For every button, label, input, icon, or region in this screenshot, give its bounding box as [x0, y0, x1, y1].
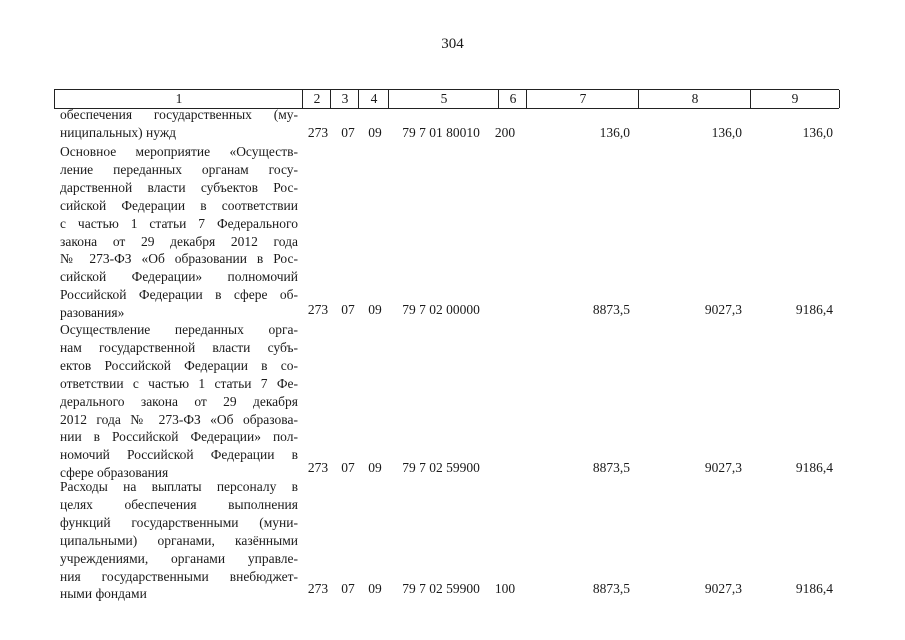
description-line: сийской Федерации в соответствии: [60, 197, 298, 213]
cell-amount-2020: 9027,3: [704, 302, 742, 317]
cell-amount-2019: 8873,5: [592, 581, 630, 596]
cell-subsection: 09: [368, 125, 382, 140]
row-description: [60, 478, 298, 603]
description-line: нам государственной власти субъ-: [60, 339, 298, 355]
description-line: № 273-ФЗ «Об образовании в Рос-: [60, 251, 298, 267]
cell-amount-2020: 9027,3: [704, 460, 742, 475]
description-line: разования»: [60, 305, 125, 321]
cell-ministry: 273: [307, 581, 329, 596]
description-line: сийской Федерации» полномочий: [60, 269, 298, 285]
row-description: [60, 143, 298, 322]
row-description: [60, 106, 298, 142]
description-line: ектов Российской Федерации в со-: [60, 357, 298, 373]
cell-amount-2021: 136,0: [802, 125, 833, 140]
cell-section: 07: [341, 302, 355, 317]
description-line: ния государственными внебюджет-: [60, 568, 298, 584]
cell-target: 79 7 02 00000: [402, 302, 480, 317]
description-line: обеспечения государственных (му-: [60, 107, 298, 122]
cell-target: 79 7 02 59900: [402, 581, 480, 596]
header-col-4: 4: [358, 90, 389, 108]
cell-section: 07: [341, 581, 355, 596]
cell-amount-2020: 136,0: [711, 125, 742, 140]
description-line: ление переданных органам госу-: [60, 161, 298, 177]
description-line: функций государственными (муни-: [60, 514, 298, 530]
header-col-1: 1: [54, 90, 303, 108]
cell-amount-2020: 9027,3: [704, 581, 742, 596]
header-col-7: 7: [526, 90, 639, 108]
page-number: 304: [441, 36, 464, 52]
description-line: номочий Российской Федерации в: [60, 447, 298, 463]
cell-ministry: 273: [307, 302, 329, 317]
description-line: 2012 года № 273-ФЗ «Об образова-: [60, 411, 298, 427]
description-line: Расходы на выплаты персоналу в: [60, 479, 298, 494]
cell-section: 07: [341, 460, 355, 475]
cell-amount-2021: 9186,4: [795, 460, 833, 475]
description-line: Основное мероприятие «Осуществ-: [60, 144, 298, 159]
cell-amount-2019: 8873,5: [592, 302, 630, 317]
cell-target: 79 7 01 80010: [402, 125, 480, 140]
description-line: закона от 29 декабря 2012 года: [60, 233, 298, 249]
cell-ministry: 273: [307, 125, 329, 140]
header-col-9: 9: [750, 90, 840, 108]
cell-subsection: 09: [368, 302, 382, 317]
cell-amount-2021: 9186,4: [795, 581, 833, 596]
description-line: дерального закона от 29 декабря: [60, 393, 298, 409]
header-col-2: 2: [302, 90, 331, 108]
description-line: ответствии с частью 1 статьи 7 Фе-: [60, 375, 298, 391]
description-line: целях обеспечения выполнения: [60, 496, 298, 512]
cell-ministry: 273: [307, 460, 329, 475]
description-line: с частью 1 статьи 7 Федерального: [60, 215, 298, 231]
cell-amount-2021: 9186,4: [795, 302, 833, 317]
description-line: Осуществление переданных орга-: [60, 322, 298, 337]
row-description: [60, 321, 298, 482]
header-col-8: 8: [638, 90, 751, 108]
description-line: сфере образования: [60, 465, 169, 481]
cell-type: 200: [494, 125, 516, 140]
cell-amount-2019: 8873,5: [592, 460, 630, 475]
header-col-6: 6: [498, 90, 527, 108]
description-line: Российской Федерации в сфере об-: [60, 287, 298, 303]
description-line: ниципальных) нужд: [60, 124, 177, 140]
description-line: ципальными) органами, казёнными: [60, 532, 298, 548]
description-line: ными фондами: [60, 586, 147, 602]
cell-amount-2019: 136,0: [599, 125, 630, 140]
cell-subsection: 09: [368, 460, 382, 475]
description-line: дарственной власти субъектов Рос-: [60, 179, 298, 195]
cell-section: 07: [341, 125, 355, 140]
header-col-5: 5: [388, 90, 499, 108]
description-line: учреждениями, органами управле-: [60, 550, 298, 566]
cell-target: 79 7 02 59900: [402, 460, 480, 475]
description-line: нии в Российской Федерации» пол-: [60, 429, 298, 445]
header-col-3: 3: [330, 90, 359, 108]
cell-subsection: 09: [368, 581, 382, 596]
cell-type: 100: [494, 581, 516, 596]
